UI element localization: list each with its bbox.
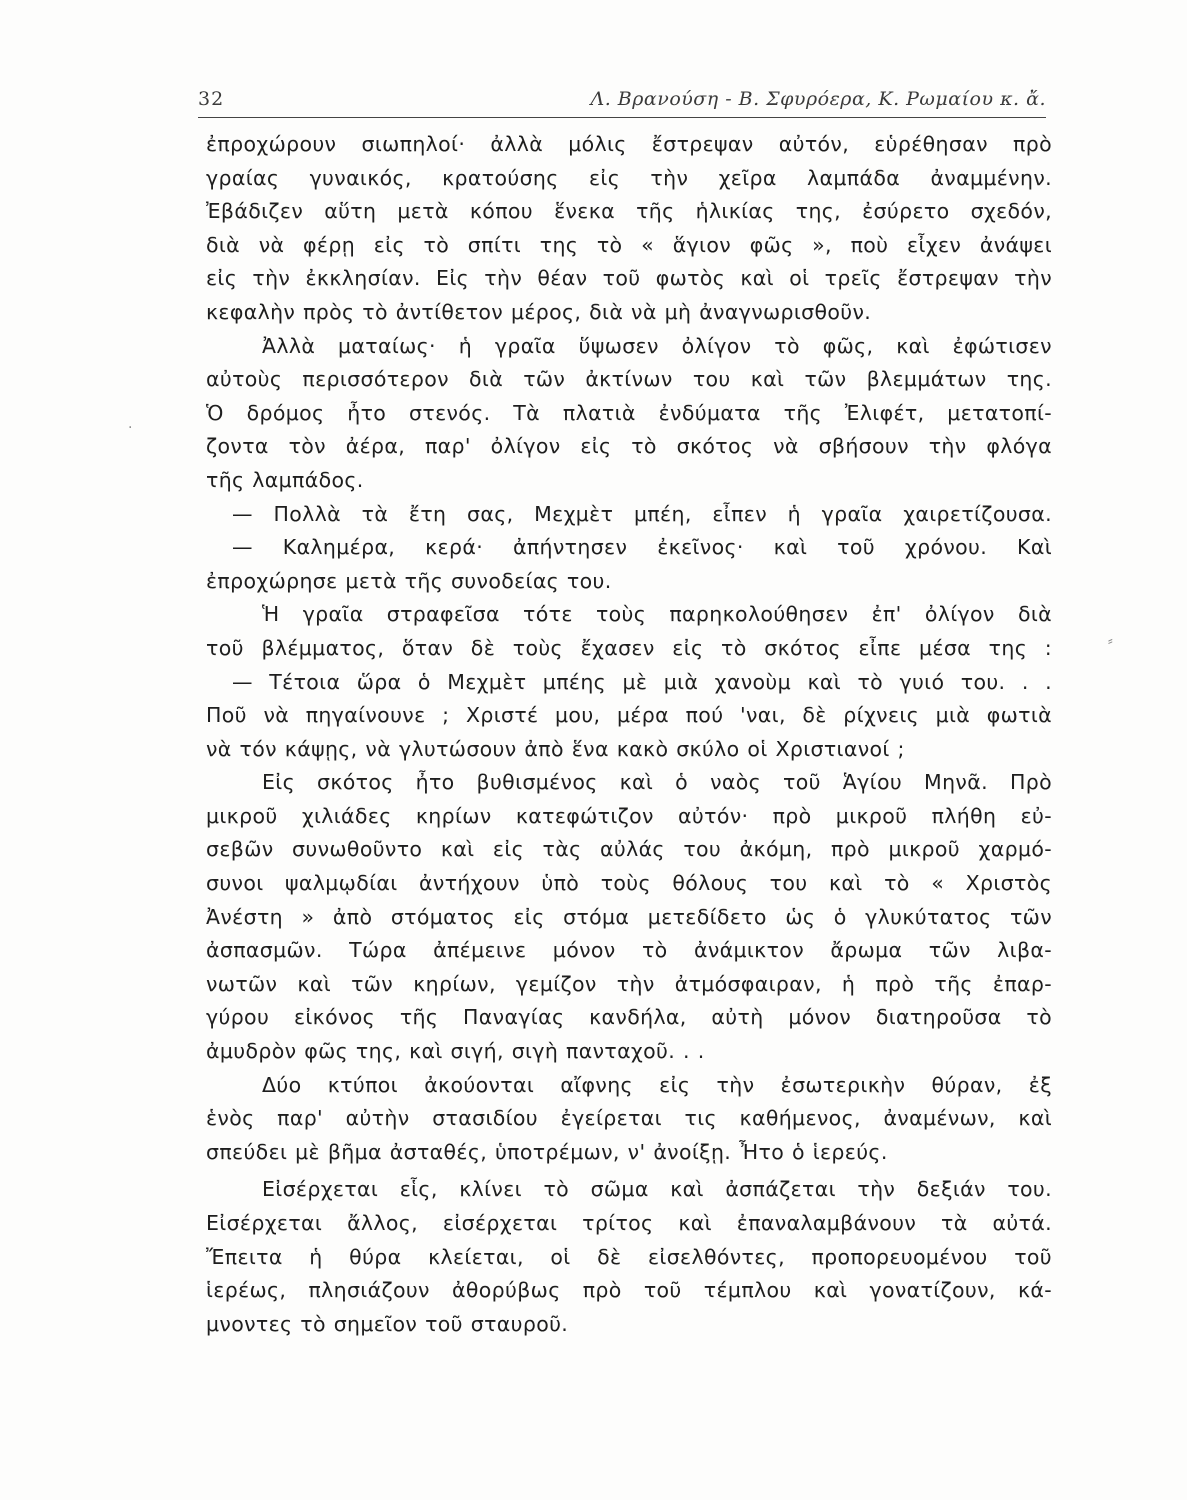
text-line: Ἐβάδιζεν αὕτη μετὰ κόπου ἕνεκα τῆς ἡλικίας της, ἐσύρετο σχεδόν, — [206, 199, 1052, 224]
text-line: γύρου εἰκόνος τῆς Παναγίας κανδήλα, αὐτὴ μόνον διατηροῦσα τὸ — [206, 1005, 1052, 1030]
text-line: Ἡ γραῖα στραφεῖσα τότε τοὺς παρηκολούθησεν ἐπ' ὀλίγον διὰ — [262, 602, 1052, 627]
text-line: Ποῦ νὰ πηγαίνουνε ; Χριστέ μου, μέρα πού 'ναι, δὲ ρίχνεις μιὰ φωτιὰ — [206, 703, 1052, 728]
text-line: Ἀνέστη » ἀπὸ στόματος εἰς στόμα μετεδίδετο ὡς ὁ γλυκύτατος τῶν — [206, 904, 1052, 929]
text-line: ἑνὸς παρ' αὐτὴν στασιδίου ἐγείρεται τις καθήμενος, ἀναμένων, καὶ — [206, 1106, 1052, 1131]
text-line: τοῦ βλέμματος, ὅταν δὲ τοὺς ἔχασεν εἰς τὸ σκότος εἶπε μέσα της : — [206, 635, 1052, 660]
text-line: — Καλημέρα, κερά· ἀπήντησεν ἐκεῖνος· καὶ τοῦ χρόνου. Καὶ — [232, 535, 1052, 560]
page-header — [198, 84, 1046, 118]
text-line: αὐτοὺς περισσότερον διὰ τῶν ἀκτίνων του καὶ τῶν βλεμμάτων της. — [206, 367, 1052, 392]
page-number: 32 — [198, 88, 225, 110]
text-line: ἀσπασμῶν. Τώρα ἀπέμεινε μόνον τὸ ἀνάμικτον ἄρωμα τῶν λιβα- — [206, 938, 1052, 963]
text-line: διὰ νὰ φέρῃ εἰς τὸ σπίτι της τὸ « ἅγιον φῶς », ποὺ εἶχεν ἀνάψει — [206, 232, 1052, 257]
text-line: Ἀλλὰ ματαίως· ἡ γραῖα ὕψωσεν ὀλίγον τὸ φῶς, καὶ ἐφώτισεν — [262, 333, 1052, 358]
text-line: ἐπροχώρουν σιωπηλοί· ἀλλὰ μόλις ἔστρεψαν αὐτόν, εὑρέθησαν πρὸ — [206, 132, 1052, 156]
text-line: ζοντα τὸν ἀέρα, παρ' ὀλίγον εἰς τὸ σκότος νὰ σβήσουν τὴν φλόγα — [206, 434, 1052, 459]
text-line: σπεύδει μὲ βῆμα ἀσταθές, ὑποτρέμων, ν' ἀνοίξῃ. Ἦτο ὁ ἱερεύς. — [206, 1139, 888, 1164]
text-line: μνοντες τὸ σημεῖον τοῦ σταυροῦ. — [206, 1311, 569, 1336]
text-line: ἀμυδρὸν φῶς της, καὶ σιγή, σιγὴ πανταχοῦ. . . — [206, 1039, 705, 1064]
text-line: Δύο κτύποι ἀκούονται αἴφνης εἰς τὴν ἐσωτερικὴν θύραν, ἐξ — [262, 1072, 1052, 1097]
text-line: συνοι ψαλμῳδίαι ἀντήχουν ὑπὸ τοὺς θόλους του καὶ τὸ « Χριστὸς — [206, 871, 1052, 896]
text-line: σεβῶν συνωθοῦντο καὶ εἰς τὰς αὐλάς του ἀκόμη, πρὸ μικροῦ χαρμό- — [206, 837, 1052, 862]
text-line: — Τέτοια ὥρα ὁ Μεχμὲτ μπέης μὲ μιὰ χανοὺμ καὶ τὸ γυιό του. . . — [232, 669, 1052, 694]
header-rule — [198, 117, 1046, 118]
text-line: Ὁ δρόμος ἦτο στενός. Τὰ πλατιὰ ἐνδύματα τῆς Ἐλιφέτ, μετατοπί- — [206, 400, 1052, 425]
text-line: Εἰς σκότος ἦτο βυθισμένος καὶ ὁ ναὸς τοῦ Ἁγίου Μηνᾶ. Πρὸ — [262, 770, 1052, 795]
text-line: Εἰσέρχεται εἷς, κλίνει τὸ σῶμα καὶ ἀσπάζεται τὴν δεξιάν του. — [262, 1177, 1052, 1202]
text-line: κεφαλὴν πρὸς τὸ ἀντίθετον μέρος, διὰ νὰ μὴ ἀναγνωρισθοῦν. — [206, 299, 872, 324]
text-line: νωτῶν καὶ τῶν κηρίων, γεμίζον τὴν ἀτμόσφαιραν, ἡ πρὸ τῆς ἐπαρ- — [206, 971, 1052, 996]
text-line: — Πολλὰ τὰ ἔτη σας, Μεχμὲτ μπέη, εἶπεν ἡ γραῖα χαιρετίζουσα. — [232, 501, 1052, 526]
text-line: Εἰσέρχεται ἄλλος, εἰσέρχεται τρίτος καὶ ἐπαναλαμβάνουν τὰ αὐτά. — [206, 1211, 1052, 1235]
text-line: νὰ τόν κάψῃς, νὰ γλυτώσουν ἀπὸ ἕνα κακὸ σκύλο οἱ Χριστιανοί ; — [206, 736, 905, 761]
stray-dot-mark: · — [128, 420, 133, 436]
text-line: μικροῦ χιλιάδες κηρίων κατεφώτιζον αὐτόν· πρὸ μικροῦ πλήθη εὐ- — [206, 803, 1052, 828]
text-line: τῆς λαμπάδος. — [206, 467, 364, 492]
text-line: εἰς τὴν ἐκκλησίαν. Εἰς τὴν θέαν τοῦ φωτὸς καὶ οἱ τρεῖς ἔστρεψαν τὴν — [206, 266, 1052, 291]
body-text — [206, 128, 1052, 1341]
text-line: ἐπροχώρησε μετὰ τῆς συνοδείας του. — [206, 568, 612, 593]
text-line: γραίας γυναικός, κρατούσης εἰς τὴν χεῖρα λαμπάδα ἀναμμένην. — [206, 165, 1052, 190]
text-line: Ἔπειτα ἡ θύρα κλείεται, οἱ δὲ εἰσελθόντες, προπορευομένου τοῦ — [206, 1244, 1052, 1269]
text-line: ἱερέως, πλησιάζουν ἀθορύβως πρὸ τοῦ τέμπλου καὶ γονατίζουν, κά- — [206, 1278, 1052, 1303]
running-head: Λ. Βρανούση - Β. Σφυρόερα, Κ. Ρωμαίου κ. ἄ. — [590, 88, 1046, 110]
stray-margin-mark: ⸗ — [1108, 633, 1113, 649]
